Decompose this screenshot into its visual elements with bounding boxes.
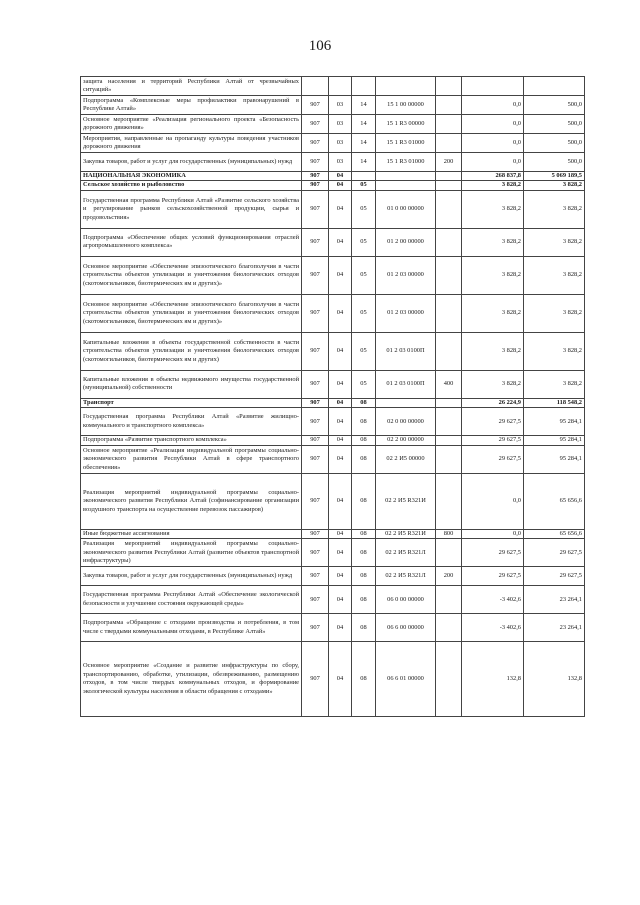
cell-gr: 907 bbox=[302, 586, 329, 614]
cell-vr bbox=[436, 294, 462, 332]
cell-csr: 01 2 03 00000 bbox=[376, 256, 436, 294]
cell-amount-1: 3 828,2 bbox=[462, 228, 524, 256]
cell-gr: 907 bbox=[302, 228, 329, 256]
table-row bbox=[81, 181, 585, 190]
cell-csr: 15 1 R3 00000 bbox=[376, 115, 436, 134]
cell-csr: 02 2 И5 R321И bbox=[376, 473, 436, 529]
cell-rz: 04 bbox=[329, 529, 352, 538]
cell-pr: 05 bbox=[352, 256, 376, 294]
cell-gr: 907 bbox=[302, 473, 329, 529]
cell-amount-1: 29 627,5 bbox=[462, 539, 524, 567]
cell-pr: 05 bbox=[352, 228, 376, 256]
cell-amount-2: 500,0 bbox=[524, 153, 585, 172]
cell-csr bbox=[376, 77, 436, 96]
cell-amount-2: 3 828,2 bbox=[524, 228, 585, 256]
row-name: Сельское хозяйство и рыболовство bbox=[81, 181, 302, 190]
cell-pr: 08 bbox=[352, 445, 376, 473]
row-name: Транспорт bbox=[81, 398, 302, 407]
cell-vr bbox=[436, 473, 462, 529]
cell-vr bbox=[436, 228, 462, 256]
cell-gr: 907 bbox=[302, 370, 329, 398]
cell-amount-1: 3 828,2 bbox=[462, 294, 524, 332]
cell-gr: 907 bbox=[302, 153, 329, 172]
row-name: Закупка товаров, работ и услуг для государственных (муниципальных) нужд bbox=[81, 567, 302, 586]
cell-pr: 08 bbox=[352, 473, 376, 529]
table-row bbox=[81, 294, 585, 332]
cell-rz: 04 bbox=[329, 398, 352, 407]
row-name: Закупка товаров, работ и услуг для государственных (муниципальных) нужд bbox=[81, 153, 302, 172]
cell-gr: 907 bbox=[302, 332, 329, 370]
cell-pr: 05 bbox=[352, 332, 376, 370]
cell-pr: 14 bbox=[352, 96, 376, 115]
cell-rz: 04 bbox=[329, 172, 352, 181]
cell-pr: 14 bbox=[352, 115, 376, 134]
cell-amount-2: 3 828,2 bbox=[524, 256, 585, 294]
cell-pr: 08 bbox=[352, 586, 376, 614]
cell-csr: 02 2 И5 R321И bbox=[376, 529, 436, 538]
cell-csr: 02 2 И5 R321Л bbox=[376, 539, 436, 567]
cell-pr: 14 bbox=[352, 134, 376, 153]
table-body bbox=[81, 77, 585, 717]
row-name: Мероприятия, направленные на пропаганду культуры поведения участников дорожного движения bbox=[81, 134, 302, 153]
cell-vr bbox=[436, 539, 462, 567]
cell-pr: 08 bbox=[352, 436, 376, 445]
cell-amount-1 bbox=[462, 77, 524, 96]
table-row bbox=[81, 134, 585, 153]
row-name: Подпрограмма «Обеспечение общих условий функционирования отраслей агропромышленного комплекса» bbox=[81, 228, 302, 256]
cell-vr: 800 bbox=[436, 529, 462, 538]
cell-csr bbox=[376, 181, 436, 190]
table-row bbox=[81, 228, 585, 256]
cell-amount-1: -3 402,6 bbox=[462, 614, 524, 642]
cell-rz: 03 bbox=[329, 153, 352, 172]
table-row bbox=[81, 586, 585, 614]
row-name: Государственная программа Республики Алтай «Развитие жилищно-коммунального и транспортного комплекса» bbox=[81, 408, 302, 436]
cell-csr: 01 2 03 0100П bbox=[376, 370, 436, 398]
cell-gr: 907 bbox=[302, 567, 329, 586]
cell-gr: 907 bbox=[302, 614, 329, 642]
cell-pr: 05 bbox=[352, 294, 376, 332]
row-name: Подпрограмма «Развитие транспортного комплекса» bbox=[81, 436, 302, 445]
cell-vr bbox=[436, 256, 462, 294]
row-name: Реализация мероприятий индивидуальной программы социально-экономического развития Республики Алтай (софинансирование организации воздушного транспорта на осуществление перевозок пассажиров) bbox=[81, 473, 302, 529]
table-row bbox=[81, 408, 585, 436]
cell-amount-1: 29 627,5 bbox=[462, 445, 524, 473]
cell-vr: 200 bbox=[436, 153, 462, 172]
row-name: Подпрограмма «Обращение с отходами производства и потребления, в том числе с твердыми коммунальными отходами, в Республике Алтай» bbox=[81, 614, 302, 642]
table-row bbox=[81, 190, 585, 228]
cell-amount-2: 500,0 bbox=[524, 115, 585, 134]
table-row bbox=[81, 370, 585, 398]
cell-gr: 907 bbox=[302, 172, 329, 181]
table-row bbox=[81, 436, 585, 445]
cell-rz: 04 bbox=[329, 567, 352, 586]
cell-rz: 04 bbox=[329, 190, 352, 228]
row-name: Основное мероприятие «Реализация индивидуальной программы социально-экономического развития Республики Алтай в сфере транспортного обеспечения» bbox=[81, 445, 302, 473]
cell-gr: 907 bbox=[302, 134, 329, 153]
cell-amount-1: 29 627,5 bbox=[462, 436, 524, 445]
table-row bbox=[81, 539, 585, 567]
cell-amount-1: 3 828,2 bbox=[462, 190, 524, 228]
cell-pr: 05 bbox=[352, 370, 376, 398]
cell-vr bbox=[436, 332, 462, 370]
cell-amount-2: 3 828,2 bbox=[524, 332, 585, 370]
cell-gr: 907 bbox=[302, 529, 329, 538]
cell-vr: 400 bbox=[436, 370, 462, 398]
cell-rz: 04 bbox=[329, 370, 352, 398]
cell-rz: 04 bbox=[329, 332, 352, 370]
cell-csr: 01 0 00 00000 bbox=[376, 190, 436, 228]
table-row bbox=[81, 96, 585, 115]
cell-amount-1: 0,0 bbox=[462, 96, 524, 115]
cell-rz: 04 bbox=[329, 614, 352, 642]
cell-rz: 04 bbox=[329, 445, 352, 473]
cell-csr: 15 1 R3 01000 bbox=[376, 134, 436, 153]
cell-amount-1: 268 837,8 bbox=[462, 172, 524, 181]
row-name: защита населения и территорий Республики Алтай от чрезвычайных ситуаций» bbox=[81, 77, 302, 96]
cell-vr bbox=[436, 134, 462, 153]
cell-amount-1: 3 828,2 bbox=[462, 256, 524, 294]
cell-pr: 05 bbox=[352, 190, 376, 228]
cell-csr bbox=[376, 398, 436, 407]
table-row bbox=[81, 445, 585, 473]
cell-rz: 03 bbox=[329, 134, 352, 153]
cell-csr bbox=[376, 172, 436, 181]
cell-amount-1: 0,0 bbox=[462, 153, 524, 172]
cell-amount-2: 95 284,1 bbox=[524, 445, 585, 473]
cell-pr bbox=[352, 77, 376, 96]
cell-gr: 907 bbox=[302, 256, 329, 294]
cell-vr bbox=[436, 586, 462, 614]
cell-amount-1: 3 828,2 bbox=[462, 332, 524, 370]
cell-pr: 08 bbox=[352, 539, 376, 567]
table-row bbox=[81, 567, 585, 586]
row-name: Основное мероприятие «Обеспечение эпизоотического благополучия в части строительства объектов утилизации и уничтожения биологических отходов (скотомогильников, биотермических ям и других)» bbox=[81, 294, 302, 332]
cell-amount-2: 500,0 bbox=[524, 134, 585, 153]
cell-vr bbox=[436, 172, 462, 181]
cell-pr: 08 bbox=[352, 567, 376, 586]
cell-rz: 04 bbox=[329, 181, 352, 190]
cell-amount-1: 29 627,5 bbox=[462, 567, 524, 586]
cell-vr bbox=[436, 436, 462, 445]
cell-amount-1: 29 627,5 bbox=[462, 408, 524, 436]
cell-vr bbox=[436, 445, 462, 473]
cell-rz: 04 bbox=[329, 408, 352, 436]
row-name: Государственная программа Республики Алтай «Обеспечение экологической безопасности и улучшение состояния окружающей среды» bbox=[81, 586, 302, 614]
cell-gr: 907 bbox=[302, 181, 329, 190]
cell-csr: 02 0 00 00000 bbox=[376, 408, 436, 436]
table-row bbox=[81, 642, 585, 717]
cell-vr bbox=[436, 190, 462, 228]
row-name: Иные бюджетные ассигнования bbox=[81, 529, 302, 538]
cell-rz: 04 bbox=[329, 256, 352, 294]
cell-amount-2: 3 828,2 bbox=[524, 190, 585, 228]
cell-amount-2: 132,8 bbox=[524, 642, 585, 717]
cell-vr bbox=[436, 181, 462, 190]
cell-vr bbox=[436, 96, 462, 115]
cell-amount-2: 23 264,1 bbox=[524, 586, 585, 614]
cell-gr bbox=[302, 77, 329, 96]
cell-amount-2: 118 548,2 bbox=[524, 398, 585, 407]
cell-pr: 14 bbox=[352, 153, 376, 172]
cell-gr: 907 bbox=[302, 408, 329, 436]
cell-vr bbox=[436, 398, 462, 407]
cell-amount-1: -3 402,6 bbox=[462, 586, 524, 614]
cell-amount-1: 26 224,9 bbox=[462, 398, 524, 407]
cell-gr: 907 bbox=[302, 436, 329, 445]
cell-pr: 08 bbox=[352, 529, 376, 538]
cell-amount-2: 5 069 189,5 bbox=[524, 172, 585, 181]
cell-gr: 907 bbox=[302, 294, 329, 332]
table-row bbox=[81, 614, 585, 642]
row-name: Основное мероприятие «Создание и развитие инфраструктуры по сбору, транспортированию, обработке, утилизации, обезвреживанию, размещению отходов, в том числе твердых коммунальных отходов, и формирование экологической культуры населения в области обращения с отходами» bbox=[81, 642, 302, 717]
row-name: Капитальные вложения в объекты недвижимого имущества государственной (муниципальной) собственности bbox=[81, 370, 302, 398]
cell-rz: 03 bbox=[329, 96, 352, 115]
row-name: Подпрограмма «Комплексные меры профилактики правонарушений в Республике Алтай» bbox=[81, 96, 302, 115]
table-row bbox=[81, 332, 585, 370]
cell-gr: 907 bbox=[302, 539, 329, 567]
cell-gr: 907 bbox=[302, 642, 329, 717]
cell-pr: 08 bbox=[352, 642, 376, 717]
cell-vr bbox=[436, 115, 462, 134]
cell-amount-2: 65 656,6 bbox=[524, 473, 585, 529]
table-row bbox=[81, 77, 585, 96]
cell-amount-2: 23 264,1 bbox=[524, 614, 585, 642]
row-name: Государственная программа Республики Алтай «Развитие сельского хозяйства и регулирование рынков сельскохозяйственной продукции, сырья и продовольствия» bbox=[81, 190, 302, 228]
cell-rz: 03 bbox=[329, 115, 352, 134]
cell-amount-1: 3 828,2 bbox=[462, 370, 524, 398]
cell-gr: 907 bbox=[302, 96, 329, 115]
cell-rz bbox=[329, 77, 352, 96]
cell-pr: 08 bbox=[352, 614, 376, 642]
cell-rz: 04 bbox=[329, 539, 352, 567]
cell-csr: 06 6 00 00000 bbox=[376, 614, 436, 642]
budget-table bbox=[80, 76, 585, 717]
cell-amount-2: 95 284,1 bbox=[524, 408, 585, 436]
cell-vr bbox=[436, 614, 462, 642]
cell-csr: 02 2 И5 R321Л bbox=[376, 567, 436, 586]
table-row bbox=[81, 473, 585, 529]
cell-amount-2 bbox=[524, 77, 585, 96]
cell-gr: 907 bbox=[302, 190, 329, 228]
cell-pr: 08 bbox=[352, 408, 376, 436]
table-row bbox=[81, 398, 585, 407]
table-row bbox=[81, 172, 585, 181]
row-name: Капитальные вложения в объекты государственной собственности в части строительства объектов утилизации и уничтожения биологических отходов (скотомогильников, биотермических ям и других) bbox=[81, 332, 302, 370]
row-name: Реализация мероприятий индивидуальной программы социально-экономического развития Республики Алтай (развитие объектов транспортной инфраструктуры) bbox=[81, 539, 302, 567]
cell-csr: 15 1 R3 01000 bbox=[376, 153, 436, 172]
row-name: Основное мероприятие «Обеспечение эпизоотического благополучия в части строительства объектов утилизации и уничтожения биологических отходов (скотомогильников, биотермических ям и других)» bbox=[81, 256, 302, 294]
row-name: НАЦИОНАЛЬНАЯ ЭКОНОМИКА bbox=[81, 172, 302, 181]
cell-csr: 01 2 03 00000 bbox=[376, 294, 436, 332]
cell-amount-2: 95 284,1 bbox=[524, 436, 585, 445]
cell-amount-1: 132,8 bbox=[462, 642, 524, 717]
cell-vr bbox=[436, 77, 462, 96]
cell-gr: 907 bbox=[302, 445, 329, 473]
cell-gr: 907 bbox=[302, 115, 329, 134]
cell-rz: 04 bbox=[329, 473, 352, 529]
row-name: Основное мероприятие «Реализация регионального проекта «Безопасность дорожного движения» bbox=[81, 115, 302, 134]
cell-rz: 04 bbox=[329, 228, 352, 256]
cell-gr: 907 bbox=[302, 398, 329, 407]
cell-amount-2: 500,0 bbox=[524, 96, 585, 115]
cell-amount-1: 0,0 bbox=[462, 529, 524, 538]
cell-amount-1: 0,0 bbox=[462, 115, 524, 134]
cell-amount-2: 3 828,2 bbox=[524, 370, 585, 398]
cell-pr: 08 bbox=[352, 398, 376, 407]
cell-vr bbox=[436, 408, 462, 436]
cell-csr: 15 1 00 00000 bbox=[376, 96, 436, 115]
cell-rz: 04 bbox=[329, 586, 352, 614]
cell-csr: 02 2 И5 00000 bbox=[376, 445, 436, 473]
cell-csr: 06 6 01 00000 bbox=[376, 642, 436, 717]
cell-csr: 01 2 00 00000 bbox=[376, 228, 436, 256]
cell-amount-2: 3 828,2 bbox=[524, 294, 585, 332]
table-row bbox=[81, 256, 585, 294]
cell-pr bbox=[352, 172, 376, 181]
cell-amount-2: 29 627,5 bbox=[524, 539, 585, 567]
cell-amount-1: 0,0 bbox=[462, 473, 524, 529]
cell-vr: 200 bbox=[436, 567, 462, 586]
cell-amount-1: 0,0 bbox=[462, 134, 524, 153]
table-row bbox=[81, 153, 585, 172]
cell-amount-2: 65 656,6 bbox=[524, 529, 585, 538]
cell-amount-2: 29 627,5 bbox=[524, 567, 585, 586]
cell-rz: 04 bbox=[329, 642, 352, 717]
cell-csr: 02 2 00 00000 bbox=[376, 436, 436, 445]
cell-rz: 04 bbox=[329, 436, 352, 445]
table-row bbox=[81, 115, 585, 134]
cell-pr: 05 bbox=[352, 181, 376, 190]
cell-csr: 01 2 03 0100П bbox=[376, 332, 436, 370]
cell-csr: 06 0 00 00000 bbox=[376, 586, 436, 614]
cell-vr bbox=[436, 642, 462, 717]
page-number: 106 bbox=[308, 38, 332, 54]
table-row bbox=[81, 529, 585, 538]
cell-amount-1: 3 828,2 bbox=[462, 181, 524, 190]
cell-amount-2: 3 828,2 bbox=[524, 181, 585, 190]
cell-rz: 04 bbox=[329, 294, 352, 332]
